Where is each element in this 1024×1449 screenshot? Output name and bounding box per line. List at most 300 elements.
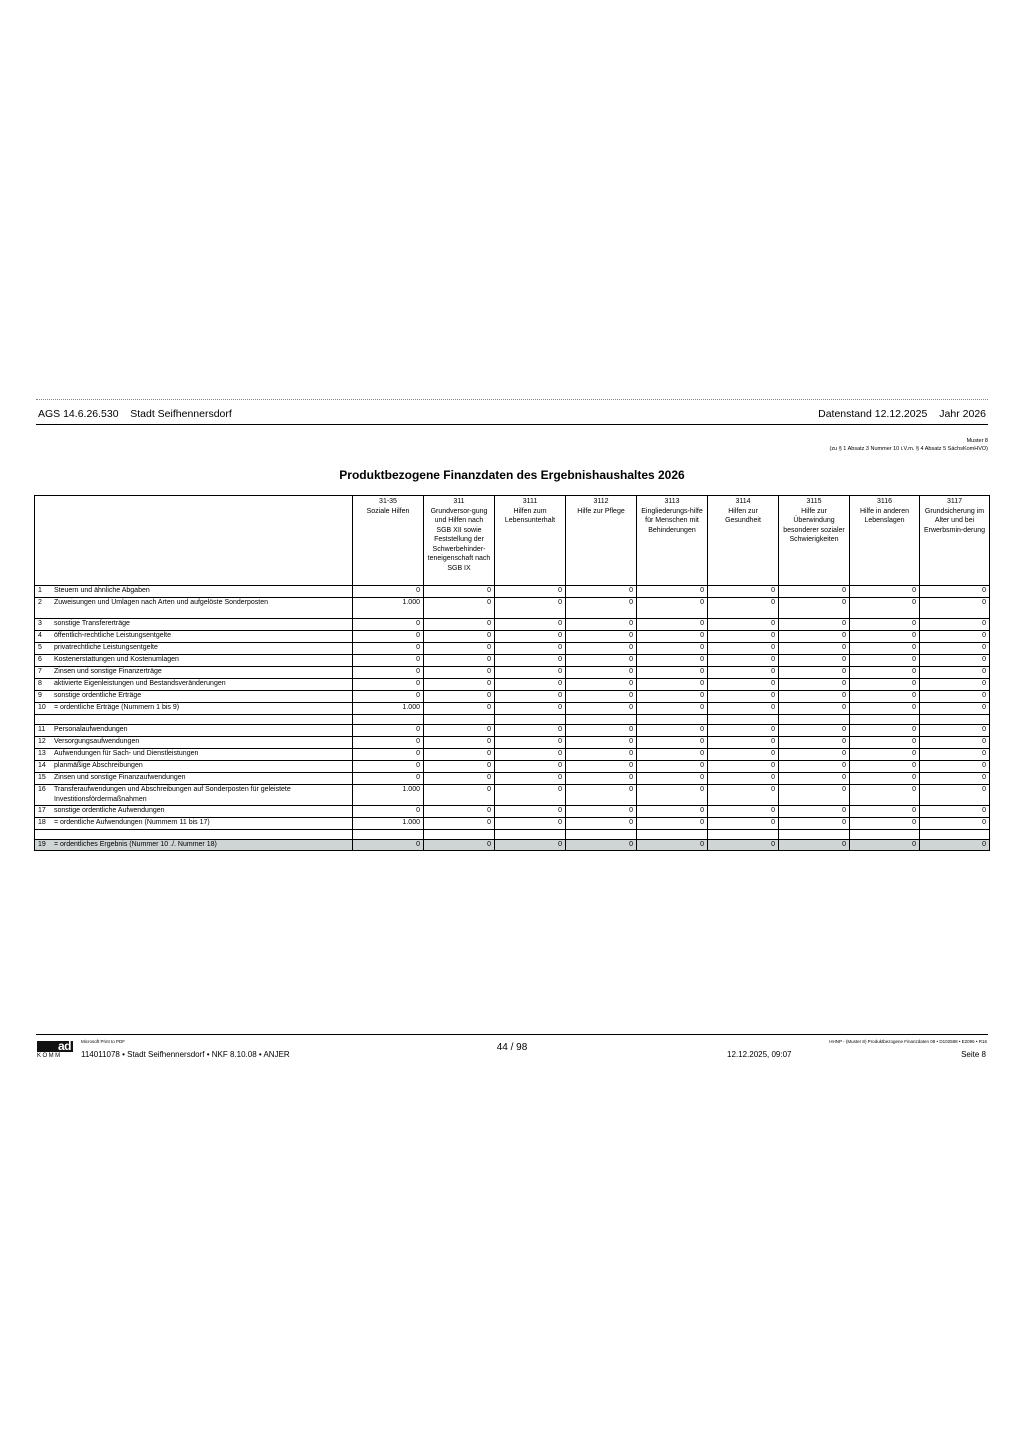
value-cell: 0: [424, 631, 495, 643]
value-cell: 0: [779, 598, 850, 619]
value-cell: 0: [495, 761, 566, 773]
value-cell: 0: [850, 655, 920, 667]
value-cell: 0: [637, 725, 708, 737]
value-cell: 0: [566, 761, 637, 773]
value-cell: 0: [779, 749, 850, 761]
row-label: aktivierte Eigenleistungen und Bestandsveränderungen: [54, 680, 226, 687]
column-header: [424, 496, 495, 586]
value-cell: 0: [495, 703, 566, 715]
value-cell: 0: [779, 785, 850, 806]
spacer-cell: [779, 830, 850, 840]
row-label-cell: [35, 631, 353, 643]
table-row: [35, 586, 990, 598]
row-label: Personalaufwendungen: [54, 726, 128, 733]
document-title: Produktbezogene Finanzdaten des Ergebnishaushaltes 2026: [339, 468, 685, 482]
value-cell: 0: [637, 691, 708, 703]
value-cell: 0: [495, 586, 566, 598]
print-tool: Microsoft Print to PDF: [81, 1039, 126, 1044]
row-label-cell: [35, 619, 353, 631]
row-label: sonstige ordentliche Aufwendungen: [54, 807, 165, 814]
logo-bottom-text: KOMM: [37, 1053, 62, 1059]
row-label-cell: [35, 643, 353, 655]
row-label: Zinsen und sonstige Finanzaufwendungen: [54, 774, 186, 781]
spacer-cell: [353, 715, 424, 725]
spacer-row: [35, 830, 990, 840]
column-name: Eingliederungs-hilfe für Menschen mit Behinderungen: [641, 507, 703, 534]
value-cell: 0: [353, 737, 424, 749]
value-cell: 0: [708, 749, 779, 761]
value-cell: 0: [779, 725, 850, 737]
value-cell: 0: [353, 586, 424, 598]
value-cell: 0: [708, 737, 779, 749]
table-row: [35, 749, 990, 761]
value-cell: 0: [920, 785, 990, 806]
row-number: 16: [38, 786, 46, 793]
value-cell: 0: [495, 785, 566, 806]
row-label-cell: [35, 737, 353, 749]
value-cell: 0: [850, 737, 920, 749]
top-dotted-divider: [36, 399, 988, 400]
value-cell: 0: [920, 737, 990, 749]
value-cell: 0: [353, 806, 424, 818]
row-number: 13: [38, 750, 46, 757]
value-cell: 0: [566, 643, 637, 655]
spacer-cell: [566, 830, 637, 840]
table-row: [35, 725, 990, 737]
value-cell: 0: [708, 806, 779, 818]
table-header-row: [35, 496, 990, 586]
value-cell: 0: [779, 703, 850, 715]
table-row: [35, 667, 990, 679]
value-cell: 0: [424, 806, 495, 818]
value-cell: 0: [779, 619, 850, 631]
value-cell: 0: [495, 655, 566, 667]
footer-divider: [36, 1034, 988, 1035]
value-cell: 0: [495, 631, 566, 643]
value-cell: 1.000: [353, 785, 424, 806]
value-cell: 0: [637, 667, 708, 679]
value-cell: 0: [850, 785, 920, 806]
page-label: Seite 8: [961, 1050, 986, 1059]
value-cell: 0: [424, 598, 495, 619]
column-header: [708, 496, 779, 586]
column-code: 311: [453, 498, 465, 505]
value-cell: 0: [495, 737, 566, 749]
logo-top-text: ad: [37, 1041, 73, 1052]
spacer-cell: [637, 715, 708, 725]
legal-reference: (zu § 1 Absatz 3 Nummer 10 i.V.m. § 4 Absatz 5 SächsKomHVO): [829, 446, 988, 452]
spacer-row: [35, 715, 990, 725]
value-cell: 0: [920, 643, 990, 655]
value-cell: 0: [424, 737, 495, 749]
column-code: 3116: [876, 498, 893, 505]
value-cell: 0: [850, 598, 920, 619]
row-label: planmäßige Abschreibungen: [54, 762, 143, 769]
spacer-cell: [637, 830, 708, 840]
value-cell: 0: [779, 631, 850, 643]
ags-number: AGS 14.6.26.530: [38, 408, 119, 420]
value-cell: 0: [920, 598, 990, 619]
value-cell: 0: [637, 749, 708, 761]
value-cell: 0: [708, 761, 779, 773]
value-cell: 0: [637, 598, 708, 619]
spacer-cell: [850, 830, 920, 840]
row-label-cell: [35, 761, 353, 773]
value-cell: 0: [495, 806, 566, 818]
value-cell: 0: [424, 619, 495, 631]
value-cell: 0: [495, 749, 566, 761]
column-name: Grundversor-gung und Hilfen nach SGB XII sowie Feststellung der Schwerbehinder-teneigenschaft nach SGB IX: [427, 507, 491, 572]
value-cell: 0: [708, 643, 779, 655]
row-label: Versorgungsaufwendungen: [54, 738, 140, 745]
page-counter: 44 / 98: [496, 1042, 528, 1053]
value-cell: 0: [920, 840, 990, 851]
value-cell: 0: [566, 840, 637, 851]
spacer-cell: [424, 715, 495, 725]
budget-year: Jahr 2026: [939, 408, 986, 420]
row-number: 3: [38, 620, 42, 627]
row-number: 9: [38, 692, 42, 699]
value-cell: 0: [850, 586, 920, 598]
value-cell: 0: [850, 679, 920, 691]
value-cell: 0: [566, 806, 637, 818]
value-cell: 0: [708, 631, 779, 643]
value-cell: 0: [637, 818, 708, 830]
value-cell: 0: [779, 679, 850, 691]
value-cell: 0: [920, 818, 990, 830]
column-code: 3112: [593, 498, 609, 505]
value-cell: 0: [566, 785, 637, 806]
row-number: 17: [38, 807, 46, 814]
column-name: Hilfen zur Gesundheit: [725, 507, 761, 524]
value-cell: 0: [495, 667, 566, 679]
value-cell: 0: [850, 703, 920, 715]
table-row: [35, 598, 990, 619]
column-header: [779, 496, 850, 586]
spacer-cell: [424, 830, 495, 840]
table-row: [35, 655, 990, 667]
row-label-cell: [35, 679, 353, 691]
value-cell: 0: [920, 761, 990, 773]
table-row: [35, 691, 990, 703]
row-label: Zuweisungen und Umlagen nach Arten und aufgelöste Sonderposten: [54, 599, 269, 606]
value-cell: 0: [495, 679, 566, 691]
row-label-cell: [35, 598, 353, 619]
column-name: Hilfen zum Lebensunterhalt: [504, 507, 556, 524]
value-cell: 0: [850, 725, 920, 737]
value-cell: 0: [353, 679, 424, 691]
value-cell: 0: [424, 703, 495, 715]
spacer-cell: [920, 830, 990, 840]
row-label: Steuern und ähnliche Abgaben: [54, 587, 150, 594]
value-cell: 0: [637, 703, 708, 715]
column-name: Soziale Hilfen: [366, 507, 410, 515]
value-cell: 0: [920, 619, 990, 631]
page-header: [36, 408, 988, 424]
row-label: öffentlich-rechtliche Leistungsentgelte: [54, 632, 172, 639]
row-number: 7: [38, 668, 42, 675]
value-cell: 0: [637, 679, 708, 691]
footer-source: 114011078 • Stadt Seifhennersdorf • NKF 8.10.08 • ANJER: [81, 1050, 290, 1059]
column-header: [566, 496, 637, 586]
value-cell: 0: [850, 691, 920, 703]
row-label-cell: [35, 703, 353, 715]
row-label-cell: [35, 818, 353, 830]
row-label-cell: [35, 840, 353, 851]
value-cell: 0: [850, 840, 920, 851]
row-number: 4: [38, 632, 42, 639]
value-cell: 0: [920, 773, 990, 785]
value-cell: 0: [495, 619, 566, 631]
value-cell: 0: [566, 667, 637, 679]
value-cell: 0: [424, 643, 495, 655]
value-cell: 0: [424, 586, 495, 598]
value-cell: 0: [708, 840, 779, 851]
row-number: 19: [38, 841, 46, 848]
value-cell: 0: [920, 667, 990, 679]
value-cell: 0: [920, 806, 990, 818]
header-divider: [36, 424, 988, 425]
value-cell: 0: [495, 691, 566, 703]
value-cell: 0: [353, 749, 424, 761]
row-label: sonstige ordentliche Erträge: [54, 692, 142, 699]
value-cell: 0: [566, 749, 637, 761]
value-cell: 0: [637, 619, 708, 631]
value-cell: 0: [637, 737, 708, 749]
column-code: 31-35: [379, 498, 397, 505]
value-cell: 0: [424, 785, 495, 806]
value-cell: 1.000: [353, 703, 424, 715]
spacer-cell: [920, 715, 990, 725]
value-cell: 0: [850, 631, 920, 643]
value-cell: 0: [779, 737, 850, 749]
value-cell: 0: [708, 655, 779, 667]
value-cell: 0: [708, 598, 779, 619]
value-cell: 0: [637, 761, 708, 773]
column-header: [920, 496, 990, 586]
value-cell: 0: [708, 619, 779, 631]
row-label-cell: [35, 586, 353, 598]
column-header: [637, 496, 708, 586]
table-row: [35, 818, 990, 830]
value-cell: 0: [850, 818, 920, 830]
spacer-cell: [708, 715, 779, 725]
column-code: 3113: [664, 498, 680, 505]
value-cell: 0: [920, 691, 990, 703]
value-cell: 0: [566, 703, 637, 715]
value-cell: 0: [708, 703, 779, 715]
value-cell: 0: [850, 667, 920, 679]
row-label-cell: [35, 785, 353, 806]
value-cell: 0: [637, 806, 708, 818]
row-label-cell: [35, 749, 353, 761]
spacer-cell: [566, 715, 637, 725]
column-name: Hilfe zur Pflege: [577, 507, 625, 515]
value-cell: 0: [850, 643, 920, 655]
table-row: [35, 806, 990, 818]
value-cell: 0: [779, 667, 850, 679]
value-cell: 0: [566, 631, 637, 643]
spacer-cell: [353, 830, 424, 840]
value-cell: 0: [566, 725, 637, 737]
value-cell: 0: [779, 586, 850, 598]
value-cell: 0: [353, 725, 424, 737]
value-cell: 0: [424, 667, 495, 679]
table-row: [35, 643, 990, 655]
value-cell: 0: [708, 586, 779, 598]
value-cell: 0: [566, 773, 637, 785]
value-cell: 0: [637, 773, 708, 785]
value-cell: 0: [353, 655, 424, 667]
table-row: [35, 619, 990, 631]
row-number: 8: [38, 680, 42, 687]
value-cell: 0: [424, 655, 495, 667]
value-cell: 0: [850, 761, 920, 773]
value-cell: 0: [708, 773, 779, 785]
value-cell: 0: [850, 773, 920, 785]
value-cell: 0: [708, 785, 779, 806]
value-cell: 0: [353, 619, 424, 631]
value-cell: 0: [424, 818, 495, 830]
value-cell: 0: [637, 655, 708, 667]
table-row: [35, 761, 990, 773]
form-number: Muster 8: [966, 438, 988, 444]
document-reference: HHNP - (Muster 8) Produktbezogene Finanzdaten 08 • D102588 • E2096 • R16: [829, 1039, 987, 1044]
print-datetime: 12.12.2025, 09:07: [727, 1050, 792, 1059]
value-cell: 0: [637, 840, 708, 851]
row-label-cell: [35, 773, 353, 785]
column-header: [850, 496, 920, 586]
value-cell: 0: [920, 749, 990, 761]
value-cell: 0: [708, 725, 779, 737]
value-cell: 0: [637, 586, 708, 598]
value-cell: 0: [779, 840, 850, 851]
row-number: 5: [38, 644, 42, 651]
row-number: 14: [38, 762, 46, 769]
row-label: sonstige Transfererträge: [54, 620, 130, 627]
value-cell: 0: [920, 655, 990, 667]
value-cell: 0: [708, 691, 779, 703]
table-row: [35, 785, 990, 806]
value-cell: 0: [495, 643, 566, 655]
row-number: 2: [38, 599, 42, 606]
value-cell: 0: [850, 749, 920, 761]
value-cell: 0: [424, 691, 495, 703]
spacer-cell: [35, 715, 353, 725]
row-label-cell: [35, 691, 353, 703]
value-cell: 0: [850, 619, 920, 631]
form-reference: [830, 437, 988, 453]
value-cell: 0: [637, 631, 708, 643]
column-header: [495, 496, 566, 586]
value-cell: 0: [566, 691, 637, 703]
spacer-cell: [495, 830, 566, 840]
row-number: 6: [38, 656, 42, 663]
row-label: Zinsen und sonstige Finanzerträge: [54, 668, 162, 675]
row-label-cell: [35, 655, 353, 667]
value-cell: 0: [708, 679, 779, 691]
row-label: Kostenerstattungen und Kostenumlagen: [54, 656, 179, 663]
value-cell: 0: [424, 725, 495, 737]
row-number: 18: [38, 819, 46, 826]
spacer-cell: [35, 830, 353, 840]
value-cell: 0: [424, 840, 495, 851]
value-cell: 0: [637, 643, 708, 655]
value-cell: 0: [353, 761, 424, 773]
value-cell: 0: [779, 761, 850, 773]
table-row: [35, 737, 990, 749]
column-code: 3111: [522, 498, 538, 505]
data-status-date: Datenstand 12.12.2025: [818, 408, 928, 420]
value-cell: 0: [779, 773, 850, 785]
value-cell: 0: [920, 679, 990, 691]
spacer-cell: [779, 715, 850, 725]
value-cell: 0: [779, 806, 850, 818]
spacer-cell: [850, 715, 920, 725]
value-cell: 0: [424, 761, 495, 773]
value-cell: 0: [920, 703, 990, 715]
municipality-name: Stadt Seifhennersdorf: [130, 408, 232, 420]
row-label: = ordentliche Erträge (Nummern 1 bis 9): [54, 704, 180, 711]
value-cell: 0: [566, 598, 637, 619]
row-label-cell: [35, 806, 353, 818]
row-label: = ordentliches Ergebnis (Nummer 10 ./. Nummer 18): [54, 841, 217, 848]
row-number: 12: [38, 738, 46, 745]
row-number: 10: [38, 704, 46, 711]
table-row: [35, 679, 990, 691]
value-cell: 0: [495, 773, 566, 785]
value-cell: 0: [424, 749, 495, 761]
value-cell: 1.000: [353, 598, 424, 619]
value-cell: 0: [566, 679, 637, 691]
value-cell: 0: [495, 725, 566, 737]
column-name: Hilfe zur Überwindung besonderer sozialer Schwierigkeiten: [783, 507, 845, 543]
row-number: 15: [38, 774, 46, 781]
value-cell: 0: [779, 818, 850, 830]
row-number: 11: [38, 726, 46, 733]
value-cell: 0: [566, 818, 637, 830]
row-label: = ordentliche Aufwendungen (Nummern 11 bis 17): [54, 819, 210, 826]
value-cell: 0: [495, 598, 566, 619]
value-cell: 0: [353, 773, 424, 785]
value-cell: 0: [353, 631, 424, 643]
value-cell: 0: [637, 785, 708, 806]
column-name: Hilfe in anderen Lebenslagen: [859, 507, 910, 524]
spacer-cell: [708, 830, 779, 840]
value-cell: 0: [566, 619, 637, 631]
column-code: 3117: [946, 498, 963, 505]
value-cell: 0: [353, 643, 424, 655]
value-cell: 0: [920, 631, 990, 643]
column-code: 3114: [735, 498, 751, 505]
value-cell: 0: [850, 806, 920, 818]
value-cell: 0: [495, 818, 566, 830]
row-label: Aufwendungen für Sach- und Dienstleistungen: [54, 750, 199, 757]
column-code: 3115: [806, 498, 822, 505]
value-cell: 0: [424, 679, 495, 691]
value-cell: 0: [566, 586, 637, 598]
row-label: Transferaufwendungen und Abschreibungen auf Sonderposten für geleistete Investitionsfördermaßnahmen: [54, 786, 291, 803]
value-cell: 0: [920, 586, 990, 598]
row-label: privatrechtliche Leistungsentgelte: [54, 644, 158, 651]
value-cell: 0: [353, 667, 424, 679]
header-label-cell: [35, 496, 353, 586]
row-label-cell: [35, 725, 353, 737]
value-cell: 0: [708, 818, 779, 830]
value-cell: 0: [779, 691, 850, 703]
finance-table: [34, 495, 990, 851]
value-cell: 0: [708, 667, 779, 679]
